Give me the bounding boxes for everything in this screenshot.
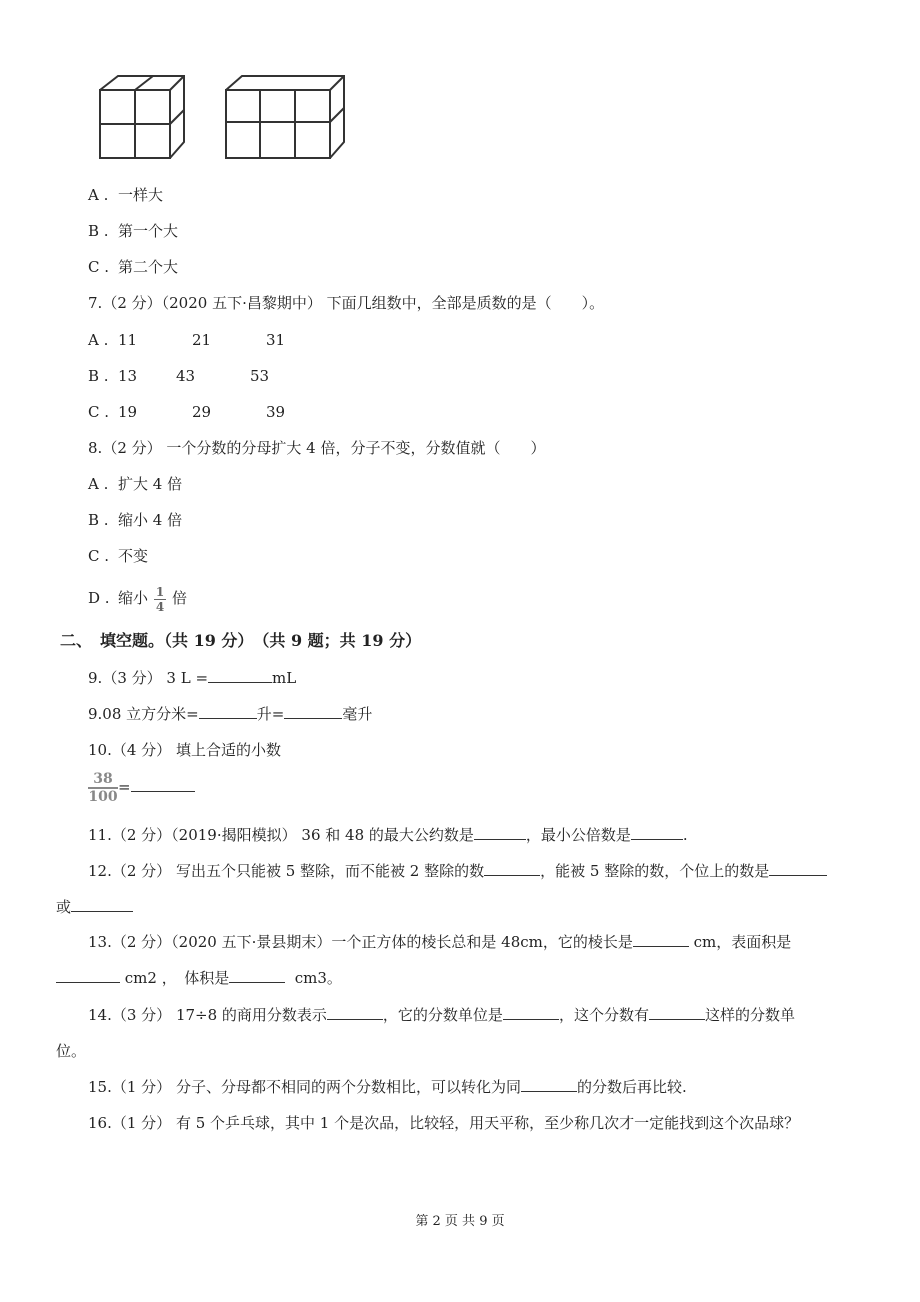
page-footer: 第 2 页 共 9 页: [415, 1214, 505, 1229]
q9-line2: 9.08 立方分米= 升= 毫升: [88, 705, 373, 723]
answer-blank[interactable]: [71, 897, 133, 912]
q15-stem: 15.（1 分） 分子、分母都不相同的两个分数相比，可以转化为同 的分数后再比较.: [88, 1078, 687, 1096]
q6-option-b: B . 第一个大: [88, 222, 179, 240]
answer-blank[interactable]: [131, 777, 195, 792]
answer-blank[interactable]: [484, 861, 540, 876]
q8-option-a: A . 扩大 4 倍: [88, 475, 183, 493]
q6-option-c: C . 第二个大: [88, 258, 179, 276]
figure-left-cube: [100, 76, 184, 158]
fraction-38-100: $\frac{38}{100}$: [88, 771, 118, 805]
q6-option-a: A . 一样大: [88, 186, 164, 204]
q10-stem: 10.（4 分） 填上合适的小数: [88, 741, 281, 759]
answer-blank[interactable]: [474, 825, 526, 840]
answer-blank[interactable]: [327, 1005, 383, 1020]
q8-option-b: B . 缩小 4 倍: [88, 511, 183, 529]
q12-stem: 12.（2 分） 写出五个只能被 5 整除，而不能被 2 整除的数 ，能被 5 整除的数，个位上的数是: [88, 861, 827, 881]
cube-figures: [96, 72, 356, 162]
q13-line2: cm2 ， 体积是 cm3。: [56, 968, 342, 988]
fraction-one-quarter: $\frac{1}{4}$: [155, 584, 165, 614]
q7-stem: 7.（2 分）（2020 五下·昌黎期中） 下面几组数中，全部是质数的是（ ）。: [88, 294, 605, 312]
section-heading-fill-in: 二、 填空题。（共 19 分） （共 9 题；共 19 分）: [60, 631, 422, 650]
q8-stem: 8.（2 分） 一个分数的分母扩大 4 倍，分子不变，分数值就（ ）: [88, 439, 546, 457]
answer-blank[interactable]: [769, 861, 827, 876]
q11-stem: 11.（2 分）（2019·揭阳模拟） 36 和 48 的最大公约数是 ，最小公倍数是 .: [88, 826, 688, 844]
q13-stem: 13.（2 分）（2020 五下·景县期末）一个正方体的棱长总和是 48cm，它的棱长是 cm，表面积是: [88, 933, 792, 951]
q7-option-b: B . 13 43 53: [88, 367, 270, 385]
q14-line2: 位。: [56, 1042, 87, 1060]
answer-blank[interactable]: [503, 1005, 559, 1020]
q12-line2: 或: [56, 897, 133, 917]
q10-fraction-line: $\frac{38}{100}$ =: [88, 770, 195, 804]
q9-line1: 9.（3 分） 3 L = mL: [88, 669, 297, 687]
answer-blank[interactable]: [199, 704, 257, 719]
answer-blank[interactable]: [56, 968, 120, 983]
answer-blank[interactable]: [284, 704, 342, 719]
answer-blank[interactable]: [229, 968, 285, 983]
answer-blank[interactable]: [521, 1077, 577, 1092]
answer-blank[interactable]: [208, 668, 272, 683]
q14-stem: 14.（3 分） 17÷8 的商用分数表示 ，它的分数单位是 ，这个分数有 这样的分数单: [88, 1006, 795, 1024]
q16-stem: 16.（1 分） 有 5 个乒乓球，其中 1 个是次品，比较轻，用天平称，至少称几次才一定能找到这个次品球？: [88, 1114, 800, 1132]
q8-option-d: D . 缩小 $\frac{1}{4}$ 倍: [88, 584, 188, 614]
answer-blank[interactable]: [631, 825, 683, 840]
answer-blank[interactable]: [633, 932, 689, 947]
q8-option-c: C . 不变: [88, 547, 149, 565]
figure-right-block: [226, 76, 344, 158]
answer-blank[interactable]: [649, 1005, 705, 1020]
q7-option-a: A . 11 21 31: [88, 331, 286, 349]
q7-option-c: C . 19 29 39: [88, 403, 286, 421]
